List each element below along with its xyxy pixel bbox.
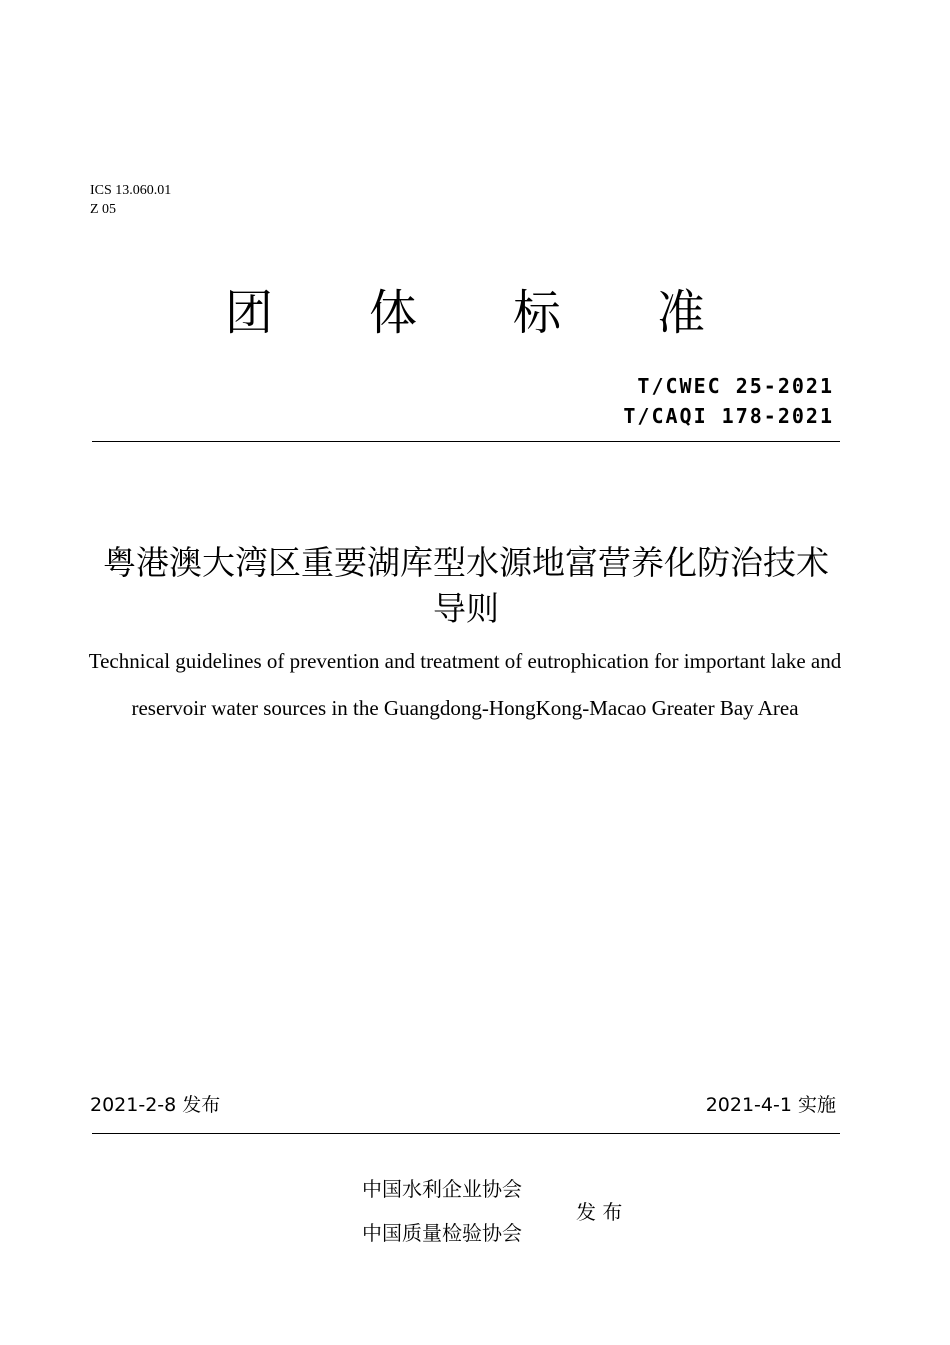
chinese-title: 粤港澳大湾区重要湖库型水源地富营养化防治技术导则 xyxy=(103,543,829,628)
issue-date: 2021-2-8 发布 xyxy=(90,1094,221,1116)
document-type-heading xyxy=(225,283,705,343)
ics-code: ICS 13.060.01 xyxy=(90,183,172,198)
heading-char: 体 xyxy=(368,285,417,341)
standard-number-cwec: T/CWEC 25-2021 xyxy=(637,374,834,398)
publisher-water-enterprise-association: 中国水利企业协会 xyxy=(362,1177,522,1201)
heading-char: 准 xyxy=(656,285,705,341)
standard-number-caqi: T/CAQI 178-2021 xyxy=(623,404,834,428)
heading-char: 团 xyxy=(225,285,274,341)
ccs-code: Z 05 xyxy=(90,202,117,217)
publish-label: 发 布 xyxy=(576,1200,623,1224)
english-title: Technical guidelines of prevention and treatment of eutrophication for important lake and reservoir water sources in the Guangdong-HongKong-Macao Greater Bay Area xyxy=(88,649,842,720)
heading-char: 标 xyxy=(512,285,561,341)
publisher-quality-inspection-association: 中国质量检验协会 xyxy=(362,1221,522,1245)
bottom-divider xyxy=(92,1133,840,1134)
implementation-date: 2021-4-1 实施 xyxy=(705,1094,836,1116)
top-divider xyxy=(92,441,840,442)
